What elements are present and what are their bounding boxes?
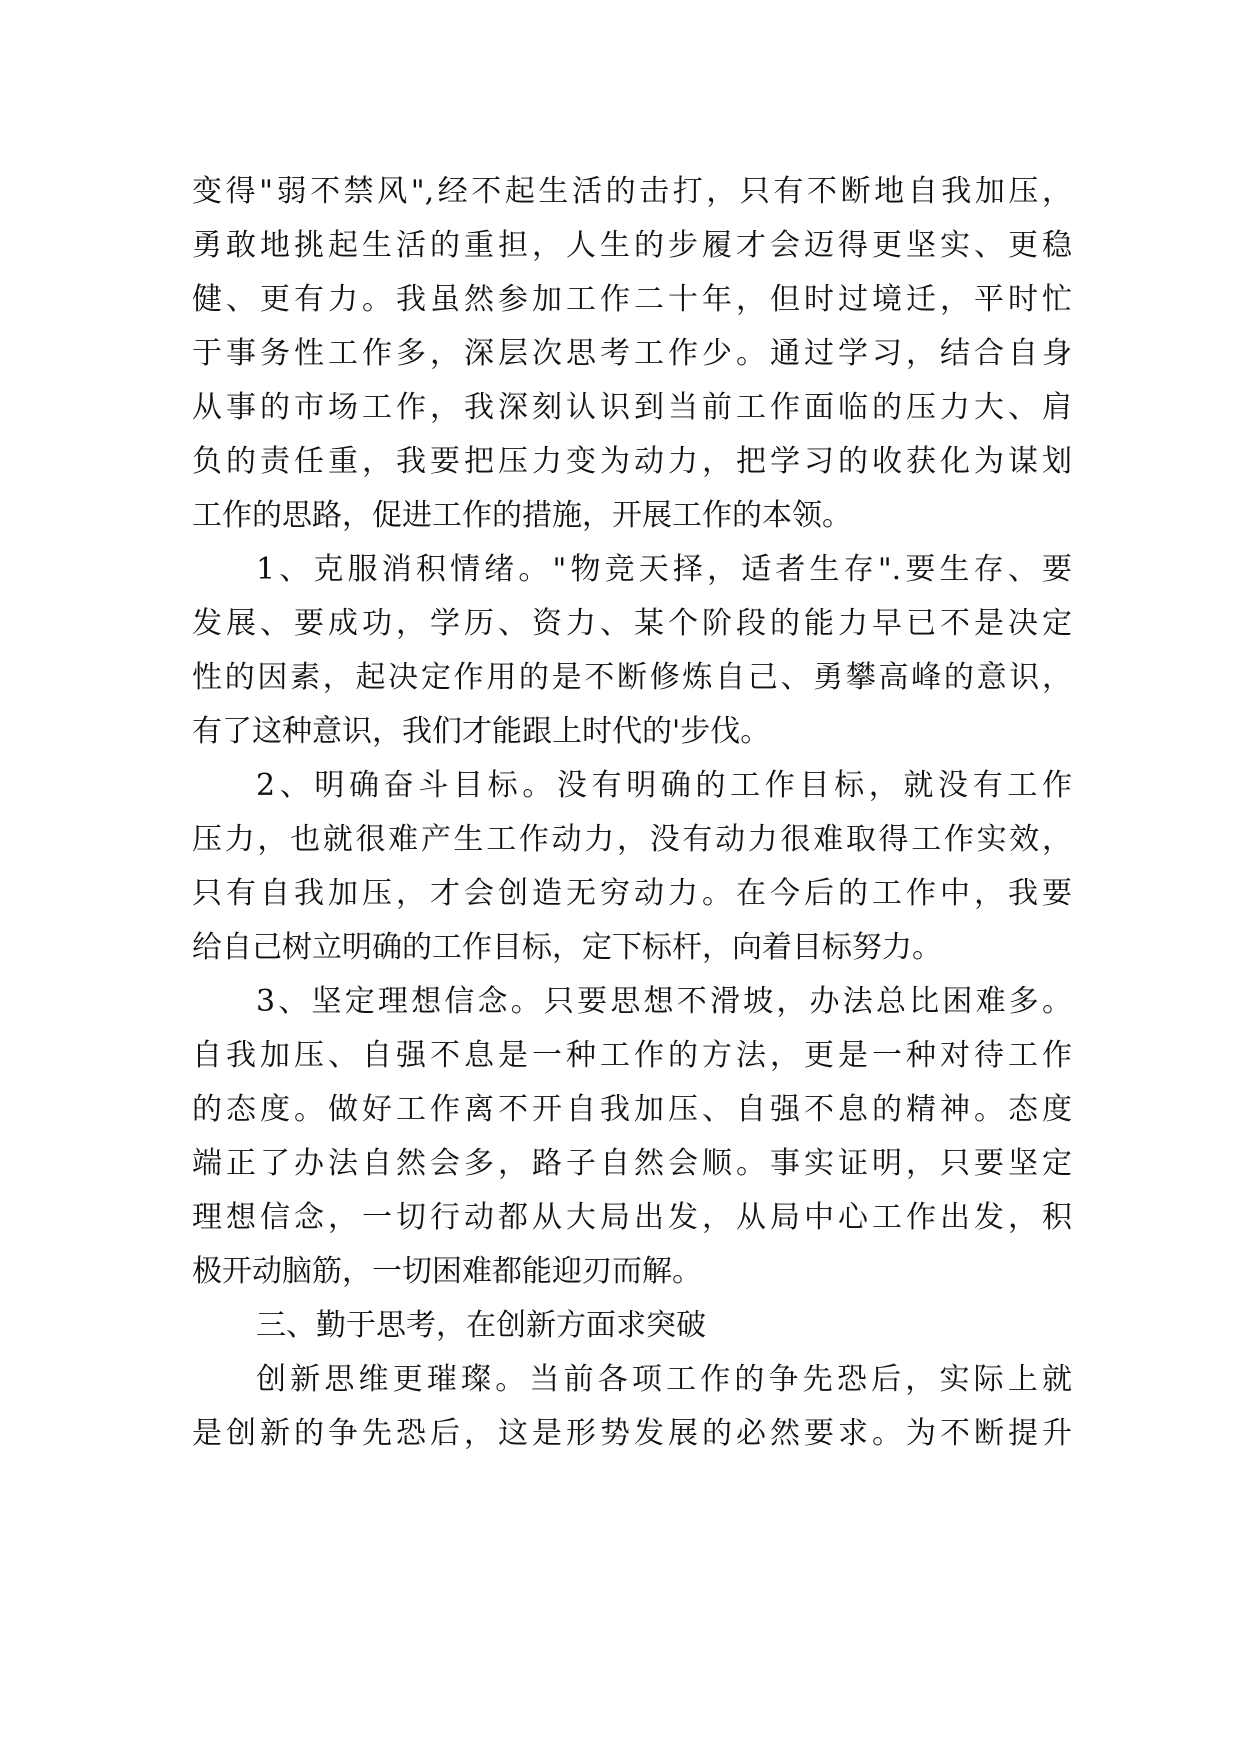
text-line: 发展、要成功，学历、资力、某个阶段的能力早已不是决定 — [192, 606, 1072, 641]
text-line: 有了这种意识，我们才能跟上时代的'步伐。 — [192, 714, 771, 749]
text-line: 工作的思路，促进工作的措施，开展工作的本领。 — [192, 498, 852, 533]
paragraph-first-line: 2、明确奋斗目标。没有明确的工作目标，就没有工作 — [256, 768, 1072, 803]
section-heading: 三、勤于思考，在创新方面求突破 — [256, 1308, 706, 1343]
text-line: 极开动脑筋，一切困难都能迎刃而解。 — [192, 1254, 702, 1289]
text-line: 健、更有力。我虽然参加工作二十年，但时过境迁，平时忙 — [192, 282, 1072, 317]
text-line: 于事务性工作多，深层次思考工作少。通过学习，结合自身 — [192, 336, 1072, 371]
text-line: 性的因素，起决定作用的是不断修炼自己、勇攀高峰的意识， — [192, 660, 1072, 695]
paragraph-first-line: 创新思维更璀璨。当前各项工作的争先恐后，实际上就 — [256, 1362, 1072, 1397]
text-line: 负的责任重，我要把压力变为动力，把学习的收获化为谋划 — [192, 444, 1072, 479]
text-line: 自我加压、自强不息是一种工作的方法，更是一种对待工作 — [192, 1038, 1072, 1073]
text-line: 从事的市场工作，我深刻认识到当前工作面临的压力大、肩 — [192, 390, 1072, 425]
paragraph-first-line: 3、坚定理想信念。只要思想不滑坡，办法总比困难多。 — [256, 984, 1072, 1019]
paragraph-first-line: 1、克服消积情绪。"物竞天择，适者生存".要生存、要 — [256, 552, 1072, 587]
text-line: 给自己树立明确的工作目标，定下标杆，向着目标努力。 — [192, 930, 942, 965]
text-line: 勇敢地挑起生活的重担，人生的步履才会迈得更坚实、更稳 — [192, 228, 1072, 263]
text-line: 变得"弱不禁风",经不起生活的击打，只有不断地自我加压， — [192, 174, 1072, 209]
text-line: 端正了办法自然会多，路子自然会顺。事实证明，只要坚定 — [192, 1146, 1072, 1181]
text-line: 是创新的争先恐后，这是形势发展的必然要求。为不断提升 — [192, 1416, 1072, 1451]
text-line: 理想信念，一切行动都从大局出发，从局中心工作出发，积 — [192, 1200, 1072, 1235]
text-line: 只有自我加压，才会创造无穷动力。在今后的工作中，我要 — [192, 876, 1072, 911]
text-line: 压力，也就很难产生工作动力，没有动力很难取得工作实效， — [192, 822, 1072, 857]
text-line: 的态度。做好工作离不开自我加压、自强不息的精神。态度 — [192, 1092, 1072, 1127]
